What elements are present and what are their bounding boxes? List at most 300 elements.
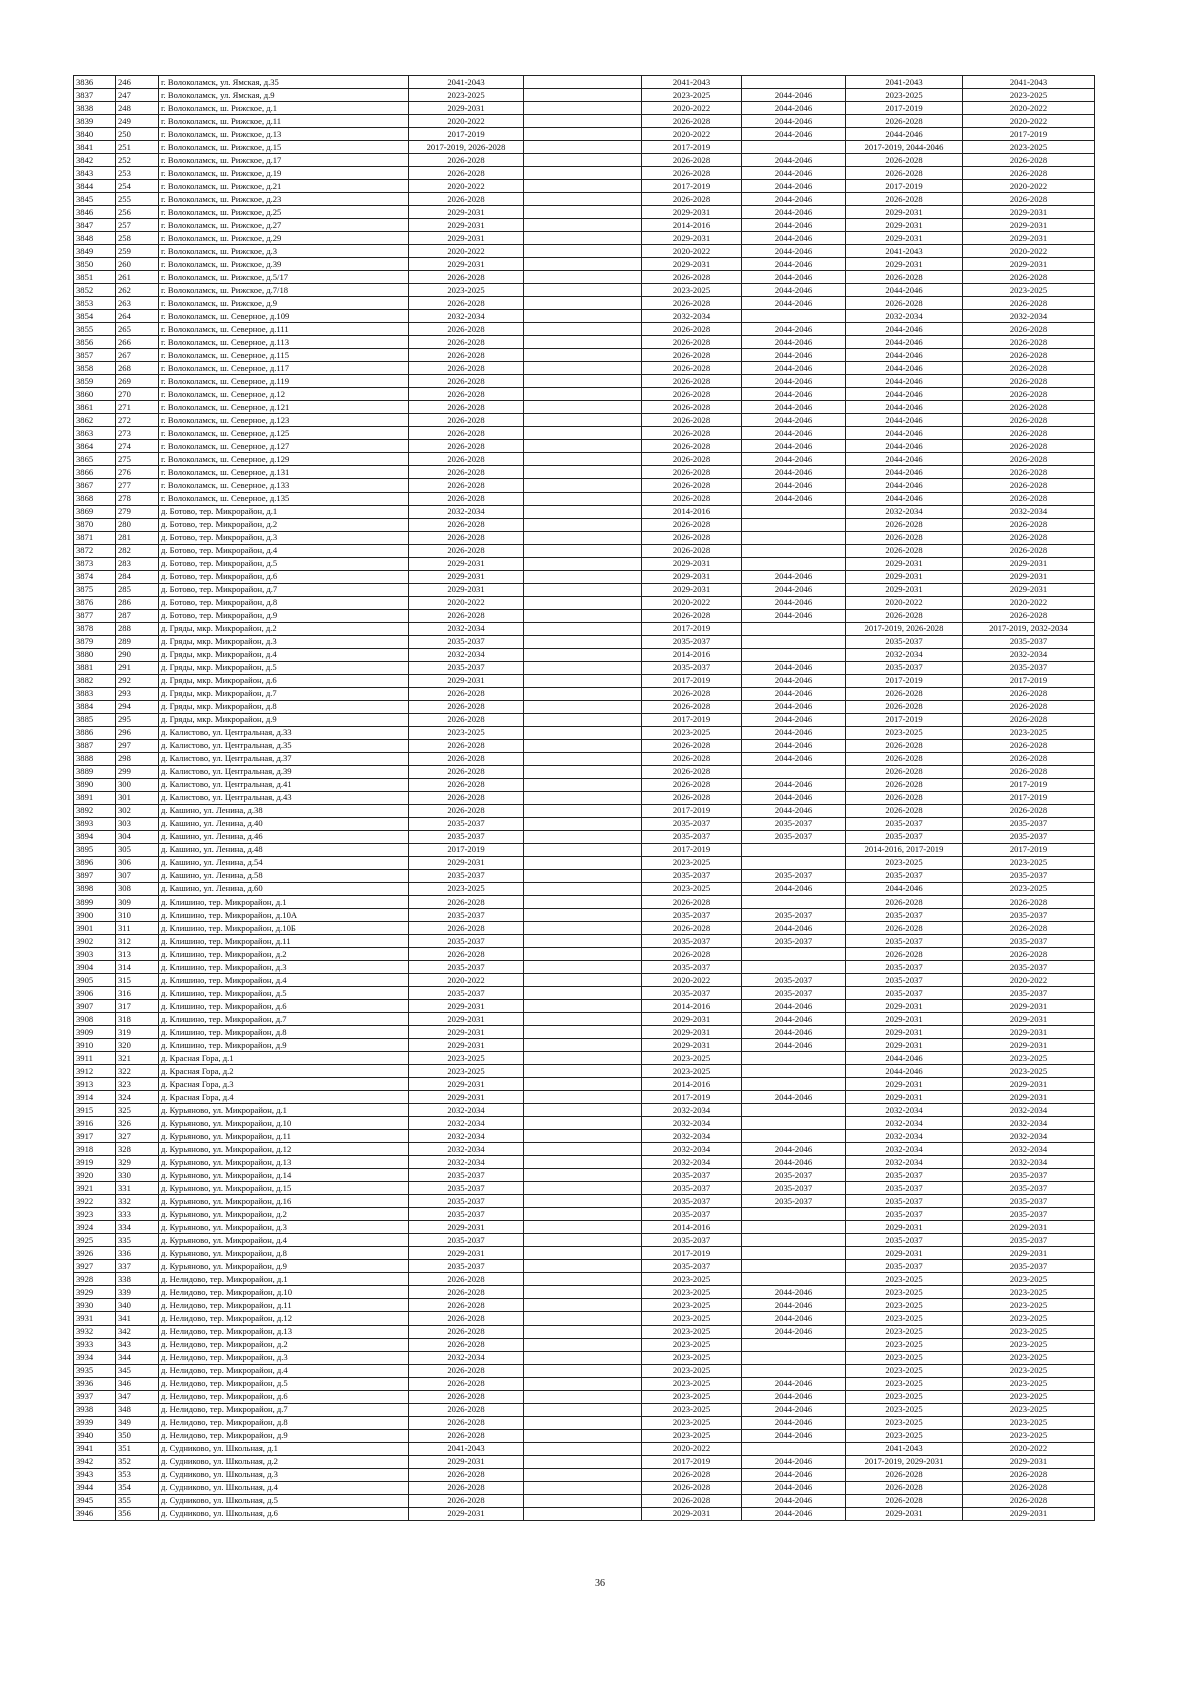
period-cell-3: 2035-2037 bbox=[642, 1195, 742, 1208]
period-cell-2 bbox=[524, 1377, 642, 1390]
period-cell-6: 2026-2028 bbox=[963, 700, 1095, 713]
row-number-cell: 3842 bbox=[74, 154, 116, 167]
period-cell-5: 2044-2046 bbox=[846, 1065, 963, 1078]
period-cell-2 bbox=[524, 1000, 642, 1013]
table-row bbox=[74, 1169, 1095, 1182]
address-cell: д. Нелидово, тер. Микрорайон, д.10 bbox=[159, 1286, 409, 1299]
table-row bbox=[74, 1143, 1095, 1156]
period-cell-5: 2026-2028 bbox=[846, 193, 963, 206]
address-cell: г. Волоколамск, ш. Рижское, д.1 bbox=[159, 102, 409, 115]
period-cell-5: 2044-2046 bbox=[846, 492, 963, 505]
period-cell-3: 2026-2028 bbox=[642, 401, 742, 414]
address-cell: д. Клишино, тер. Микрорайон, д.7 bbox=[159, 1013, 409, 1026]
table-row bbox=[74, 1260, 1095, 1273]
period-cell-1: 2026-2028 bbox=[409, 193, 524, 206]
period-cell-2 bbox=[524, 961, 642, 974]
address-cell: д. Нелидово, тер. Микрорайон, д.2 bbox=[159, 1338, 409, 1351]
period-cell-5: 2026-2028 bbox=[846, 804, 963, 817]
period-cell-2 bbox=[524, 271, 642, 284]
address-cell: д. Клишино, тер. Микрорайон, д.4 bbox=[159, 974, 409, 987]
period-cell-3: 2026-2028 bbox=[642, 362, 742, 375]
period-cell-1: 2017-2019, 2026-2028 bbox=[409, 141, 524, 154]
period-cell-1: 2029-2031 bbox=[409, 1000, 524, 1013]
item-number-cell: 273 bbox=[116, 427, 159, 440]
row-number-cell: 3879 bbox=[74, 635, 116, 648]
period-cell-6: 2023-2025 bbox=[963, 141, 1095, 154]
period-cell-3: 2017-2019 bbox=[642, 141, 742, 154]
period-cell-1: 2029-2031 bbox=[409, 206, 524, 219]
period-cell-3: 2023-2025 bbox=[642, 1429, 742, 1442]
period-cell-5: 2044-2046 bbox=[846, 401, 963, 414]
table-row bbox=[74, 401, 1095, 414]
period-cell-3: 2035-2037 bbox=[642, 1182, 742, 1195]
period-cell-2 bbox=[524, 115, 642, 128]
period-cell-3: 2023-2025 bbox=[642, 1377, 742, 1390]
period-cell-3: 2032-2034 bbox=[642, 1117, 742, 1130]
table-row bbox=[74, 1247, 1095, 1260]
period-cell-6: 2029-2031 bbox=[963, 258, 1095, 271]
period-cell-2 bbox=[524, 843, 642, 856]
period-cell-1: 2035-2037 bbox=[409, 909, 524, 922]
period-cell-1: 2020-2022 bbox=[409, 115, 524, 128]
period-cell-5: 2041-2043 bbox=[846, 1442, 963, 1455]
row-number-cell: 3880 bbox=[74, 648, 116, 661]
period-cell-4: 2044-2046 bbox=[742, 440, 846, 453]
period-cell-2 bbox=[524, 1325, 642, 1338]
period-cell-4: 2044-2046 bbox=[742, 1312, 846, 1325]
period-cell-1: 2035-2037 bbox=[409, 987, 524, 1000]
item-number-cell: 277 bbox=[116, 479, 159, 492]
item-number-cell: 295 bbox=[116, 713, 159, 726]
period-cell-4 bbox=[742, 1247, 846, 1260]
address-cell: д. Курьяново, ул. Микрорайон, д.13 bbox=[159, 1156, 409, 1169]
period-cell-6: 2020-2022 bbox=[963, 974, 1095, 987]
address-cell: д. Гряды, мкр. Микрорайон, д.8 bbox=[159, 700, 409, 713]
period-cell-2 bbox=[524, 1026, 642, 1039]
table-row bbox=[74, 922, 1095, 935]
period-cell-6: 2029-2031 bbox=[963, 1247, 1095, 1260]
period-cell-2 bbox=[524, 349, 642, 362]
item-number-cell: 346 bbox=[116, 1377, 159, 1390]
period-cell-4 bbox=[742, 1338, 846, 1351]
period-cell-3: 2026-2028 bbox=[642, 479, 742, 492]
table-row bbox=[74, 531, 1095, 544]
period-cell-1: 2029-2031 bbox=[409, 674, 524, 687]
row-number-cell: 3920 bbox=[74, 1169, 116, 1182]
address-cell: д. Клишино, тер. Микрорайон, д.3 bbox=[159, 961, 409, 974]
item-number-cell: 342 bbox=[116, 1325, 159, 1338]
row-number-cell: 3904 bbox=[74, 961, 116, 974]
item-number-cell: 254 bbox=[116, 180, 159, 193]
address-cell: д. Гряды, мкр. Микрорайон, д.2 bbox=[159, 622, 409, 635]
period-cell-4: 2044-2046 bbox=[742, 583, 846, 596]
period-cell-3: 2017-2019 bbox=[642, 1091, 742, 1104]
period-cell-2 bbox=[524, 375, 642, 388]
period-cell-5: 2035-2037 bbox=[846, 661, 963, 674]
period-cell-5: 2029-2031 bbox=[846, 1000, 963, 1013]
period-cell-4: 2044-2046 bbox=[742, 232, 846, 245]
row-number-cell: 3870 bbox=[74, 518, 116, 531]
period-cell-6: 2035-2037 bbox=[963, 1182, 1095, 1195]
period-cell-3: 2035-2037 bbox=[642, 935, 742, 948]
period-cell-2 bbox=[524, 1442, 642, 1455]
period-cell-2 bbox=[524, 1182, 642, 1195]
period-cell-2 bbox=[524, 1078, 642, 1091]
row-number-cell: 3928 bbox=[74, 1273, 116, 1286]
period-cell-2 bbox=[524, 1299, 642, 1312]
item-number-cell: 337 bbox=[116, 1260, 159, 1273]
period-cell-6: 2032-2034 bbox=[963, 1143, 1095, 1156]
row-number-cell: 3840 bbox=[74, 128, 116, 141]
period-cell-4: 2044-2046 bbox=[742, 323, 846, 336]
period-cell-2 bbox=[524, 1468, 642, 1481]
period-cell-1: 2026-2028 bbox=[409, 1364, 524, 1377]
period-cell-5: 2023-2025 bbox=[846, 726, 963, 739]
period-cell-6: 2035-2037 bbox=[963, 987, 1095, 1000]
period-cell-3: 2032-2034 bbox=[642, 1156, 742, 1169]
table-row bbox=[74, 1403, 1095, 1416]
period-cell-4 bbox=[742, 1078, 846, 1091]
period-cell-3: 2026-2028 bbox=[642, 466, 742, 479]
period-cell-1: 2026-2028 bbox=[409, 323, 524, 336]
period-cell-5: 2023-2025 bbox=[846, 1299, 963, 1312]
row-number-cell: 3931 bbox=[74, 1312, 116, 1325]
item-number-cell: 283 bbox=[116, 557, 159, 570]
period-cell-2 bbox=[524, 1455, 642, 1468]
row-number-cell: 3838 bbox=[74, 102, 116, 115]
period-cell-3: 2035-2037 bbox=[642, 1169, 742, 1182]
period-cell-1: 2017-2019 bbox=[409, 843, 524, 856]
period-cell-2 bbox=[524, 1117, 642, 1130]
row-number-cell: 3927 bbox=[74, 1260, 116, 1273]
period-cell-3: 2014-2016 bbox=[642, 648, 742, 661]
item-number-cell: 299 bbox=[116, 765, 159, 778]
period-cell-5: 2017-2019 bbox=[846, 180, 963, 193]
period-cell-1: 2026-2028 bbox=[409, 297, 524, 310]
period-cell-3: 2017-2019 bbox=[642, 622, 742, 635]
period-cell-1: 2020-2022 bbox=[409, 974, 524, 987]
table-row bbox=[74, 1468, 1095, 1481]
address-cell: г. Волоколамск, ш. Северное, д.133 bbox=[159, 479, 409, 492]
address-cell: д. Нелидово, тер. Микрорайон, д.11 bbox=[159, 1299, 409, 1312]
row-number-cell: 3866 bbox=[74, 466, 116, 479]
period-cell-3: 2026-2028 bbox=[642, 1494, 742, 1507]
period-cell-2 bbox=[524, 974, 642, 987]
period-cell-5: 2029-2031 bbox=[846, 583, 963, 596]
period-cell-6: 2017-2019 bbox=[963, 674, 1095, 687]
period-cell-4: 2044-2046 bbox=[742, 414, 846, 427]
period-cell-5: 2023-2025 bbox=[846, 1351, 963, 1364]
table-row bbox=[74, 1013, 1095, 1026]
period-cell-1: 2032-2034 bbox=[409, 505, 524, 518]
period-cell-3: 2014-2016 bbox=[642, 1078, 742, 1091]
period-cell-2 bbox=[524, 466, 642, 479]
period-cell-4: 2044-2046 bbox=[742, 1468, 846, 1481]
period-cell-1: 2026-2028 bbox=[409, 895, 524, 908]
row-number-cell: 3889 bbox=[74, 765, 116, 778]
item-number-cell: 288 bbox=[116, 622, 159, 635]
table-row bbox=[74, 830, 1095, 843]
period-cell-4: 2044-2046 bbox=[742, 1156, 846, 1169]
item-number-cell: 355 bbox=[116, 1494, 159, 1507]
item-number-cell: 276 bbox=[116, 466, 159, 479]
address-cell: г. Волоколамск, ш. Рижское, д.3 bbox=[159, 245, 409, 258]
table-row bbox=[74, 271, 1095, 284]
period-cell-2 bbox=[524, 922, 642, 935]
address-cell: д. Калистово, ул. Центральная, д.41 bbox=[159, 778, 409, 791]
table-row bbox=[74, 1455, 1095, 1468]
table-row bbox=[74, 466, 1095, 479]
period-cell-4: 2044-2046 bbox=[742, 284, 846, 297]
period-cell-5: 2023-2025 bbox=[846, 89, 963, 102]
period-cell-2 bbox=[524, 1234, 642, 1247]
period-cell-1: 2026-2028 bbox=[409, 1494, 524, 1507]
period-cell-4 bbox=[742, 1065, 846, 1078]
period-cell-3: 2026-2028 bbox=[642, 922, 742, 935]
table-row bbox=[74, 1104, 1095, 1117]
item-number-cell: 322 bbox=[116, 1065, 159, 1078]
table-row bbox=[74, 1273, 1095, 1286]
table-row bbox=[74, 935, 1095, 948]
period-cell-6: 2023-2025 bbox=[963, 1338, 1095, 1351]
address-cell: г. Волоколамск, ул. Ямская, д.9 bbox=[159, 89, 409, 102]
period-cell-6: 2035-2037 bbox=[963, 909, 1095, 922]
address-cell: д. Красная Гора, д.1 bbox=[159, 1052, 409, 1065]
row-number-cell: 3924 bbox=[74, 1221, 116, 1234]
period-cell-2 bbox=[524, 1364, 642, 1377]
table-row bbox=[74, 388, 1095, 401]
period-cell-4 bbox=[742, 765, 846, 778]
period-cell-5: 2023-2025 bbox=[846, 1338, 963, 1351]
period-cell-5: 2026-2028 bbox=[846, 700, 963, 713]
period-cell-1: 2029-2031 bbox=[409, 1455, 524, 1468]
period-cell-6: 2026-2028 bbox=[963, 479, 1095, 492]
period-cell-2 bbox=[524, 336, 642, 349]
period-cell-2 bbox=[524, 583, 642, 596]
period-cell-2 bbox=[524, 609, 642, 622]
period-cell-1: 2035-2037 bbox=[409, 935, 524, 948]
period-cell-5: 2026-2028 bbox=[846, 609, 963, 622]
period-cell-2 bbox=[524, 1221, 642, 1234]
period-cell-6: 2026-2028 bbox=[963, 466, 1095, 479]
period-cell-6: 2026-2028 bbox=[963, 895, 1095, 908]
period-cell-3: 2023-2025 bbox=[642, 1065, 742, 1078]
address-cell: г. Волоколамск, ш. Рижское, д.21 bbox=[159, 180, 409, 193]
item-number-cell: 257 bbox=[116, 219, 159, 232]
period-cell-5: 2029-2031 bbox=[846, 1221, 963, 1234]
row-number-cell: 3837 bbox=[74, 89, 116, 102]
period-cell-5: 2029-2031 bbox=[846, 1013, 963, 1026]
period-cell-6: 2017-2019 bbox=[963, 128, 1095, 141]
address-cell: д. Ботово, тер. Микрорайон, д.6 bbox=[159, 570, 409, 583]
address-cell: д. Клишино, тер. Микрорайон, д.8 bbox=[159, 1026, 409, 1039]
period-cell-5: 2026-2028 bbox=[846, 115, 963, 128]
item-number-cell: 340 bbox=[116, 1299, 159, 1312]
address-cell: д. Клишино, тер. Микрорайон, д.10Б bbox=[159, 922, 409, 935]
table-row bbox=[74, 115, 1095, 128]
period-cell-6: 2026-2028 bbox=[963, 948, 1095, 961]
row-number-cell: 3876 bbox=[74, 596, 116, 609]
table-row bbox=[74, 1429, 1095, 1442]
period-cell-2 bbox=[524, 531, 642, 544]
period-cell-1: 2026-2028 bbox=[409, 375, 524, 388]
period-cell-5: 2017-2019 bbox=[846, 102, 963, 115]
table-row bbox=[74, 700, 1095, 713]
row-number-cell: 3944 bbox=[74, 1481, 116, 1494]
table-row bbox=[74, 648, 1095, 661]
item-number-cell: 272 bbox=[116, 414, 159, 427]
period-cell-2 bbox=[524, 1065, 642, 1078]
address-cell: г. Волоколамск, ш. Рижское, д.39 bbox=[159, 258, 409, 271]
period-cell-5: 2023-2025 bbox=[846, 1403, 963, 1416]
address-cell: г. Волоколамск, ш. Северное, д.121 bbox=[159, 401, 409, 414]
period-cell-6: 2029-2031 bbox=[963, 1221, 1095, 1234]
row-number-cell: 3910 bbox=[74, 1039, 116, 1052]
table-row bbox=[74, 453, 1095, 466]
period-cell-5: 2032-2034 bbox=[846, 1104, 963, 1117]
period-cell-5: 2044-2046 bbox=[846, 1052, 963, 1065]
period-cell-6: 2026-2028 bbox=[963, 440, 1095, 453]
row-number-cell: 3896 bbox=[74, 856, 116, 869]
period-cell-1: 2029-2031 bbox=[409, 1026, 524, 1039]
period-cell-6: 2032-2034 bbox=[963, 505, 1095, 518]
item-number-cell: 331 bbox=[116, 1182, 159, 1195]
period-cell-3: 2026-2028 bbox=[642, 193, 742, 206]
period-cell-6: 2026-2028 bbox=[963, 375, 1095, 388]
period-cell-4 bbox=[742, 531, 846, 544]
address-cell: г. Волоколамск, ул. Ямская, д.35 bbox=[159, 76, 409, 89]
period-cell-4: 2035-2037 bbox=[742, 830, 846, 843]
period-cell-5: 2029-2031 bbox=[846, 1091, 963, 1104]
period-cell-2 bbox=[524, 518, 642, 531]
period-cell-1: 2029-2031 bbox=[409, 102, 524, 115]
row-number-cell: 3911 bbox=[74, 1052, 116, 1065]
address-cell: г. Волоколамск, ш. Северное, д.113 bbox=[159, 336, 409, 349]
period-cell-1: 2035-2037 bbox=[409, 869, 524, 882]
table-row bbox=[74, 661, 1095, 674]
period-cell-5: 2029-2031 bbox=[846, 219, 963, 232]
period-cell-1: 2026-2028 bbox=[409, 1325, 524, 1338]
period-cell-5: 2035-2037 bbox=[846, 1169, 963, 1182]
table-row bbox=[74, 297, 1095, 310]
period-cell-3: 2017-2019 bbox=[642, 843, 742, 856]
period-cell-1: 2032-2034 bbox=[409, 1130, 524, 1143]
period-cell-2 bbox=[524, 1494, 642, 1507]
period-cell-1: 2026-2028 bbox=[409, 531, 524, 544]
row-number-cell: 3845 bbox=[74, 193, 116, 206]
period-cell-1: 2026-2028 bbox=[409, 1377, 524, 1390]
period-cell-5: 2026-2028 bbox=[846, 765, 963, 778]
address-cell: г. Волоколамск, ш. Северное, д.115 bbox=[159, 349, 409, 362]
period-cell-1: 2029-2031 bbox=[409, 1039, 524, 1052]
row-number-cell: 3860 bbox=[74, 388, 116, 401]
period-cell-1: 2026-2028 bbox=[409, 609, 524, 622]
period-cell-4 bbox=[742, 895, 846, 908]
address-cell: д. Гряды, мкр. Микрорайон, д.5 bbox=[159, 661, 409, 674]
item-number-cell: 293 bbox=[116, 687, 159, 700]
row-number-cell: 3852 bbox=[74, 284, 116, 297]
period-cell-2 bbox=[524, 388, 642, 401]
address-cell: д. Кашино, ул. Ленина, д.54 bbox=[159, 856, 409, 869]
address-cell: д. Нелидово, тер. Микрорайон, д.13 bbox=[159, 1325, 409, 1338]
row-number-cell: 3848 bbox=[74, 232, 116, 245]
table-row bbox=[74, 362, 1095, 375]
period-cell-4: 2044-2046 bbox=[742, 479, 846, 492]
period-cell-1: 2032-2034 bbox=[409, 310, 524, 323]
period-cell-1: 2026-2028 bbox=[409, 167, 524, 180]
period-cell-4 bbox=[742, 843, 846, 856]
period-cell-5: 2044-2046 bbox=[846, 323, 963, 336]
table-row bbox=[74, 1442, 1095, 1455]
period-cell-2 bbox=[524, 1507, 642, 1520]
table-row bbox=[74, 1221, 1095, 1234]
item-number-cell: 274 bbox=[116, 440, 159, 453]
row-number-cell: 3851 bbox=[74, 271, 116, 284]
period-cell-2 bbox=[524, 856, 642, 869]
period-cell-4: 2044-2046 bbox=[742, 1416, 846, 1429]
period-cell-3: 2017-2019 bbox=[642, 674, 742, 687]
period-cell-3: 2023-2025 bbox=[642, 1351, 742, 1364]
period-cell-3: 2023-2025 bbox=[642, 1312, 742, 1325]
table-row bbox=[74, 752, 1095, 765]
item-number-cell: 351 bbox=[116, 1442, 159, 1455]
table-row bbox=[74, 557, 1095, 570]
period-cell-6: 2029-2031 bbox=[963, 1013, 1095, 1026]
address-cell: д. Кашино, ул. Ленина, д.60 bbox=[159, 882, 409, 895]
period-cell-4: 2044-2046 bbox=[742, 1403, 846, 1416]
period-cell-2 bbox=[524, 752, 642, 765]
item-number-cell: 281 bbox=[116, 531, 159, 544]
period-cell-3: 2026-2028 bbox=[642, 440, 742, 453]
period-cell-3: 2035-2037 bbox=[642, 1208, 742, 1221]
item-number-cell: 347 bbox=[116, 1390, 159, 1403]
item-number-cell: 318 bbox=[116, 1013, 159, 1026]
period-cell-5: 2032-2034 bbox=[846, 1130, 963, 1143]
period-cell-4: 2044-2046 bbox=[742, 193, 846, 206]
item-number-cell: 269 bbox=[116, 375, 159, 388]
row-number-cell: 3894 bbox=[74, 830, 116, 843]
period-cell-3: 2020-2022 bbox=[642, 596, 742, 609]
address-cell: г. Волоколамск, ш. Рижское, д.5/17 bbox=[159, 271, 409, 284]
period-cell-5: 2044-2046 bbox=[846, 388, 963, 401]
period-cell-4 bbox=[742, 1221, 846, 1234]
item-number-cell: 315 bbox=[116, 974, 159, 987]
period-cell-3: 2026-2028 bbox=[642, 531, 742, 544]
period-cell-5: 2026-2028 bbox=[846, 154, 963, 167]
row-number-cell: 3913 bbox=[74, 1078, 116, 1091]
period-cell-2 bbox=[524, 1156, 642, 1169]
period-cell-1: 2032-2034 bbox=[409, 1143, 524, 1156]
item-number-cell: 352 bbox=[116, 1455, 159, 1468]
period-cell-5: 2035-2037 bbox=[846, 987, 963, 1000]
address-cell: д. Гряды, мкр. Микрорайон, д.9 bbox=[159, 713, 409, 726]
table-row bbox=[74, 193, 1095, 206]
period-cell-3: 2026-2028 bbox=[642, 414, 742, 427]
period-cell-1: 2029-2031 bbox=[409, 570, 524, 583]
period-cell-4: 2044-2046 bbox=[742, 1455, 846, 1468]
period-cell-5: 2029-2031 bbox=[846, 1039, 963, 1052]
period-cell-5: 2029-2031 bbox=[846, 570, 963, 583]
period-cell-1: 2041-2043 bbox=[409, 1442, 524, 1455]
row-number-cell: 3921 bbox=[74, 1182, 116, 1195]
row-number-cell: 3925 bbox=[74, 1234, 116, 1247]
period-cell-1: 2023-2025 bbox=[409, 1065, 524, 1078]
period-cell-4: 2044-2046 bbox=[742, 752, 846, 765]
address-cell: д. Курьяново, ул. Микрорайон, д.12 bbox=[159, 1143, 409, 1156]
table-row bbox=[74, 961, 1095, 974]
period-cell-3: 2026-2028 bbox=[642, 791, 742, 804]
period-cell-5: 2029-2031 bbox=[846, 1078, 963, 1091]
